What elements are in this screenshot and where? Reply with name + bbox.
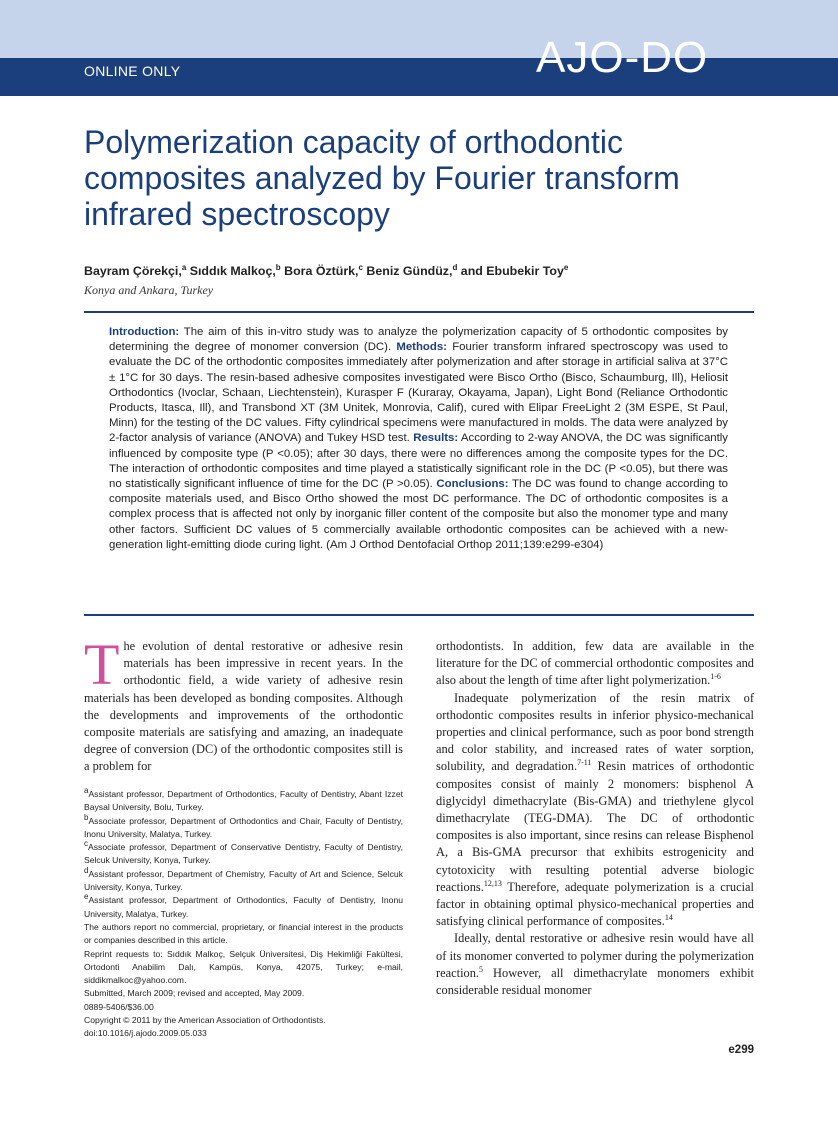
abstract-bottom-rule xyxy=(84,614,754,616)
author-name: Sıddık Malkoç, xyxy=(189,264,276,278)
abstract-intro-heading: Introduction: xyxy=(109,326,180,338)
footnote-copyright: Copyright © 2011 by the American Association of Orthodontists. xyxy=(84,1015,326,1026)
abstract-methods-heading: Methods: xyxy=(396,341,447,354)
footnote-price: 0889-5406/$36.00 xyxy=(84,1001,154,1012)
body-right-column xyxy=(436,638,754,999)
footnote-affiliation: $^d$Assistant professor, Department of Chemistry, Faculty of Art and Science, Selcuk University, Konya, Turkey. xyxy=(84,865,403,893)
intro-text: he evolution of dental restorative or adhesive resin materials has been impressive in recent years. In the orthodontic field, a wide variety of adhesive resin materials has been developed as bonding composites. Although the developments and improvements of the orthodontic composite materials are satisfying and amazing, an inadequate degree of conversion (DC) of the orthodontic composites still is a problem for xyxy=(84,639,403,774)
intro-paragraph xyxy=(84,632,403,776)
author-affil-mark: a xyxy=(181,262,187,272)
author-affil-mark: b xyxy=(275,262,281,272)
author-name: and Ebubekir Toy xyxy=(460,264,564,278)
author-name: Bora Öztürk, xyxy=(284,264,359,278)
citation-ref: 7-11 xyxy=(577,758,592,768)
online-only-label: ONLINE ONLY xyxy=(84,63,181,79)
body-paragraph: orthodontists. In addition, few data are available in the literature for the DC of commercial orthodontic composites and also about the length of time after light polymerization.$^{1-6}$ xyxy=(436,639,754,688)
footnote-reprint: Reprint requests to: Sıddık Malkoç, Selçuk Üniversitesi, Diş Hekimliği Fakültesi, Ortodonti Anabilim Dalı, Kampüs, Konya, 42075, Turkey; e-mail, siddikmalkoc@yahoo.com. xyxy=(84,948,403,986)
footnote-affiliation: $^a$Assistant professor, Department of Orthodontics, Faculty of Dentistry, Abant Izzet Baysal University, Bolu, Turkey. xyxy=(84,786,403,813)
citation-ref: 12,13 xyxy=(483,878,502,888)
abstract-top-rule xyxy=(84,311,754,313)
abstract-results-text: According to 2-way ANOVA, the DC was significantly influenced by composite type (P <0.05); after 30 days, there were no differences among the composite types for the DC. The interaction of orthodontic composites and time played a statistically significant role in the DC (P <0.05), but there was no statistically significant influence of time for the DC (P >0.05). xyxy=(109,432,729,491)
author-affil-mark: e xyxy=(563,262,569,272)
citation-ref: 1-6 xyxy=(710,672,721,682)
footnotes xyxy=(84,788,403,1041)
abstract-methods-text: Fourier transform infrared spectroscopy was used to evaluate the DC of the orthodontic composites immediately after polymerization and after storage in artificial saliva at 37°C ± 1°C for 30 days. The resin-based adhesive composites investigated were Bisco Ortho (Bisco, Schaumburg, Ill), Heliosit Orthodontics (Ivoclar, Schaan, Liechtenstein), Kurasper F (Kuraray, Okayama, Japan), Light Bond (Reliance Orthodontic Products, Itasca, Ill), and Transbond XT (3M Unitek, Monrovia, Calif), cured with Elipar FreeLight 2 (3M ESPE, St Paul, Minn) for the testing of the DC values. Fifty cylindrical specimens were manufactured in molds. The data were analyzed by 2-factor analysis of variance (ANOVA) and Tukey HSD test. xyxy=(109,341,728,445)
footnote-affiliation: $^b$Associate professor, Department of Orthodontics and Chair, Faculty of Dentistry, Inonu University, Malatya, Turkey. xyxy=(84,812,403,839)
body-paragraph: Inadequate polymerization of the resin matrix of orthodontic composites results in inferior physico-mechanical properties and clinical performance, such as poor bond strength and color stability, and increased rates of water sorption, solubility, and degradation.$^{7-11}$ Resin matrices of orthodontic composites consist of mainly 2 monomers: bisphenol A diglycidyl dimethacrylate (Bis-GMA) and triethylene glycol dimethacrylate (TEG-DMA). The DC of orthodontic composites is also important, since resins can release Bisphenol A, a Bis-GMA precursor that exhibits estrogenicity and cytotoxicity with resulting potential adverse biologic reactions.$^{12,13}$ Therefore, adequate polymerization is a crucial factor in obtaining optimal physico-mechanical properties and satisfying clinical performance of composites.$^{14}$ xyxy=(436,690,755,929)
author-list xyxy=(84,264,568,278)
citation-ref: 5 xyxy=(479,964,483,974)
abstract-conclusions-heading: Conclusions: xyxy=(436,478,509,491)
author-name: Beniz Gündüz, xyxy=(366,264,453,278)
citation-ref: 14 xyxy=(664,913,673,923)
body-paragraph: Ideally, dental restorative or adhesive resin would have all of its monomer converted to polymer during the polymerization reaction.$^5$ However, all dimethacrylate monomers exhibit considerable residual monomer xyxy=(436,931,754,998)
abstract-results-heading: Results: xyxy=(413,432,459,445)
footnote-submitted: Submitted, March 2009; revised and accepted, May 2009. xyxy=(84,988,305,999)
footnote-disclosure: The authors report no commercial, proprietary, or financial interest in the products or companies described in this article. xyxy=(84,921,403,946)
footnote-affiliation: $^c$Associate professor, Department of Conservative Dentistry, Faculty of Dentistry, Selcuk University, Konya, Turkey. xyxy=(84,839,403,866)
page-number: e299 xyxy=(728,1044,754,1056)
journal-logo: AJO-DO xyxy=(536,33,709,82)
abstract-intro-text: The aim of this in-vitro study was to analyze the polymerization capacity of 5 orthodontic composites by determining the degree of monomer conversion (DC). xyxy=(109,326,728,354)
abstract xyxy=(109,325,728,553)
body-left-column xyxy=(84,632,403,776)
article-title: Polymerization capacity of orthodontic composites analyzed by Fourier transform infrared spectroscopy xyxy=(84,124,680,232)
abstract-conclusions-text: The DC was found to change according to composite materials used, and Bisco Ortho showed the most DC performance. The DC of orthodontic composites is a complex process that is affected not only by inorganic filler content of the composite but also the monomer type and many other factors. Sufficient DC values of 5 commercially available orthodontic composites can be achieved with a new-generation light-emitting diode curing light. (Am J Orthod Dentofacial Orthop 2011;139:e299-e304) xyxy=(109,478,728,551)
footnote-affiliation: $^e$Assistant professor, Department of Orthodontics, Faculty of Dentistry, Inonu University, Malatya, Turkey. xyxy=(84,892,403,919)
author-affil-mark: c xyxy=(358,262,363,272)
author-name: Bayram Çörekçi, xyxy=(84,264,182,278)
header-top-band xyxy=(0,0,838,58)
drop-cap: T xyxy=(84,632,120,697)
footnote-doi: doi:10.1016/j.ajodo.2009.05.033 xyxy=(84,1028,207,1039)
author-affil-mark: d xyxy=(452,262,458,272)
author-location: Konya and Ankara, Turkey xyxy=(84,283,214,297)
